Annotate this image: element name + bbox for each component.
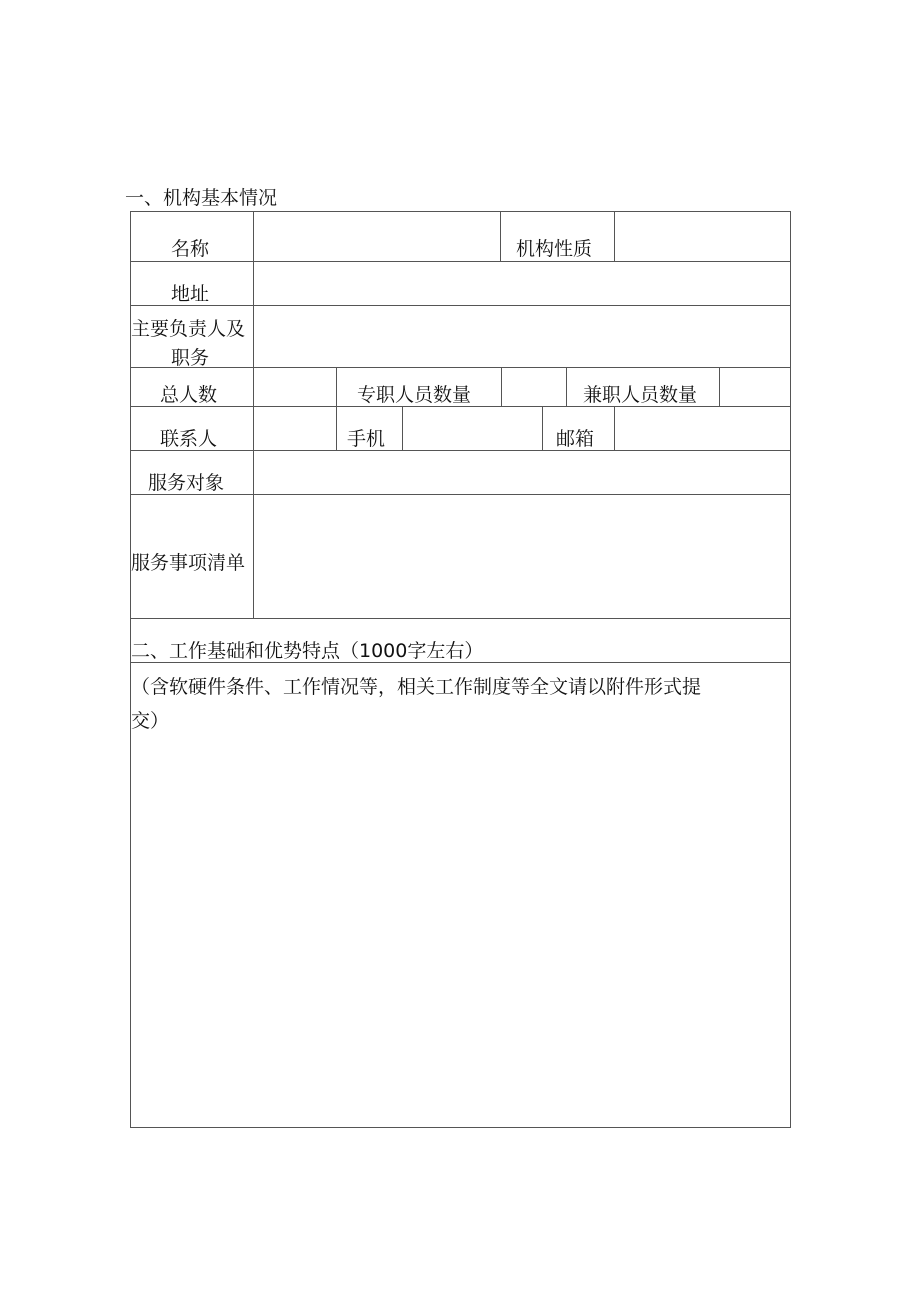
label-email: 邮箱 <box>556 428 595 450</box>
leader-field[interactable] <box>254 306 790 367</box>
section2-heading: 二、工作基础和优势特点（1000字左右） <box>131 640 484 662</box>
label-address: 地址 <box>171 283 210 305</box>
label-total-staff: 总人数 <box>160 384 218 406</box>
address-field[interactable] <box>254 262 790 305</box>
contact-field[interactable] <box>254 407 336 450</box>
section1-heading: 一、机构基本情况 <box>125 187 278 209</box>
org-nature-field[interactable] <box>615 212 790 261</box>
email-field[interactable] <box>615 407 790 450</box>
label-service-list: 服务事项清单 <box>131 552 246 574</box>
parttime-staff-field[interactable] <box>720 368 790 406</box>
label-name: 名称 <box>171 238 210 260</box>
total-staff-field[interactable] <box>254 368 336 406</box>
label-leader-line2: 职务 <box>171 347 210 369</box>
mobile-field[interactable] <box>403 407 542 450</box>
section2-note-line1: （含软硬件条件、工作情况等，相关工作制度等全文请以附件形式提 <box>131 676 702 698</box>
service-target-field[interactable] <box>254 451 790 494</box>
service-list-field[interactable] <box>254 495 790 618</box>
label-parttime-staff: 兼职人员数量 <box>583 384 698 406</box>
label-service-target: 服务对象 <box>148 472 225 494</box>
name-field[interactable] <box>254 212 499 261</box>
label-contact: 联系人 <box>160 428 218 450</box>
label-org-nature: 机构性质 <box>516 238 593 260</box>
label-fulltime-staff: 专职人员数量 <box>357 384 472 406</box>
work-basis-content-field[interactable] <box>131 745 790 1127</box>
fulltime-staff-field[interactable] <box>502 368 566 406</box>
section2-note-line2: 交） <box>131 710 170 732</box>
label-mobile: 手机 <box>347 428 386 450</box>
label-leader-line1: 主要负责人及 <box>131 318 246 340</box>
